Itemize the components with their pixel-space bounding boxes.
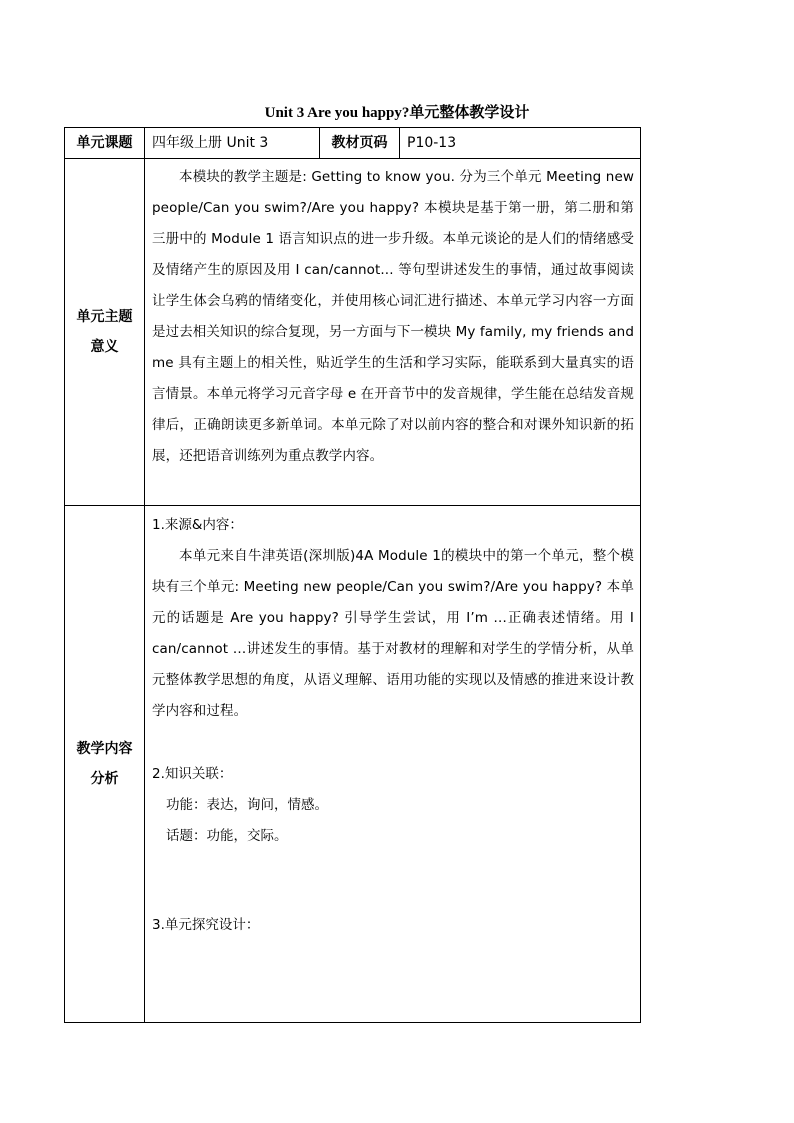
unit-topic-value: 四年级上册 Unit 3 [145, 128, 320, 159]
textbook-pages-label: 教材页码 [320, 128, 400, 159]
section3-heading: 3.单元探究设计： [152, 917, 260, 933]
unit-theme-label-line1: 单元主题 [76, 309, 133, 325]
unit-theme-label [65, 159, 145, 506]
unit-theme-label-line2: 意义 [90, 339, 119, 355]
unit-theme-paragraph: 本模块的教学主题是: Getting to know you. 分为三个单元 Meeting new people/Can you swim?/Are you happy? 本模块是基于第一册，第二册和第三册中的 Module 1 语言知识点的进一步升级。本单元谈论的是人们的情绪感受及情绪产生的原因及用 I can/cannot... 等句型讲述发生的事情，通过故事阅读让学生体会乌鸦的情绪变化，并使用核心词汇进行描述、本单元学习内容一方面是过去相关知识的综合复现，另一方面与下一模块 My family, my friends and me 具有主题上的相关性，贴近学生的生活和学习实际，能联系到大量真实的语言情景。本单元将学习元音字母 e 在开音节中的发音规律，学生能在总结发音规律后，正确朗读更多新单词。本单元除了对以前内容的整合和对课外知识新的拓展，还把语音训练列为重点教学内容。 [152, 169, 634, 464]
section2-heading: 2.知识关联： [152, 766, 233, 782]
unit-topic-label: 单元课题 [65, 128, 145, 159]
section1-heading: 1.来源&内容： [152, 517, 243, 533]
spacer [145, 727, 640, 759]
section2-item-topic: 话题：功能，交际。 [166, 828, 288, 844]
unit-theme-content [145, 159, 641, 506]
content-analysis-label-line2: 分析 [90, 771, 119, 787]
content-analysis-content [145, 506, 641, 1023]
header-row [65, 128, 641, 159]
analysis-row [65, 506, 641, 1023]
theme-row [65, 159, 641, 506]
section1-paragraph: 本单元来自牛津英语(深圳版)4A Module 1的模块中的第一个单元，整个模块有三个单元: Meeting new people/Can you swim?/Are you happy? 本单元的话题是 Are you happy? 引导学生尝试，用 I’m …正确表述情绪。用 I can/cannot …讲述发生的事情。基于对教材的理解和对学生的学情分析，从单元整体教学思想的角度，从语义理解、语用功能的实现以及情感的推进来设计教学内容和过程。 [152, 548, 634, 719]
section2-item-function: 功能：表达，询问，情感。 [166, 797, 328, 813]
content-analysis-label [65, 506, 145, 1023]
spacer [145, 852, 640, 910]
document-title: Unit 3 Are you happy?单元整体教学设计 [264, 105, 530, 121]
textbook-pages-value: P10-13 [400, 128, 641, 159]
lesson-plan-table [64, 127, 641, 1023]
content-analysis-label-line1: 教学内容 [76, 741, 133, 757]
